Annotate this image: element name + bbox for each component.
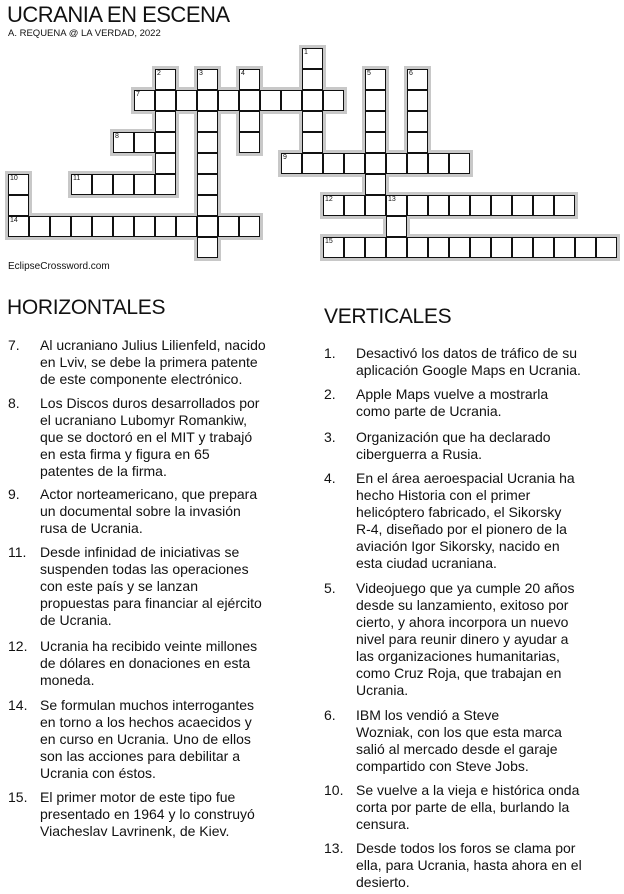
- grid-cell[interactable]: [365, 195, 386, 216]
- clue-item: [8, 337, 308, 388]
- grid-cell[interactable]: [323, 237, 344, 258]
- clue-item: [324, 429, 624, 463]
- grid-cell[interactable]: [302, 153, 323, 174]
- clue-item-text: Actor norteamericano, que prepara un documental sobre la invasión rusa de Ucrania.: [40, 486, 258, 536]
- grid-cell[interactable]: [407, 153, 428, 174]
- grid-cell[interactable]: [134, 216, 155, 237]
- grid-cell[interactable]: [428, 195, 449, 216]
- clue-item-number: 2.: [324, 386, 336, 402]
- clue-item-number: 4.: [324, 470, 336, 486]
- clue-item: [8, 395, 308, 480]
- clue-item: [324, 707, 624, 775]
- clue-item: [324, 386, 624, 420]
- grid-cell[interactable]: [407, 195, 428, 216]
- clue-item-number: 11.: [8, 544, 27, 560]
- grid-cell[interactable]: [575, 237, 596, 258]
- grid-cell[interactable]: [92, 216, 113, 237]
- grid-cell[interactable]: [365, 132, 386, 153]
- grid-cell[interactable]: [302, 111, 323, 132]
- grid-cell[interactable]: [218, 90, 239, 111]
- grid-cell[interactable]: [113, 174, 134, 195]
- grid-cell[interactable]: [365, 69, 386, 90]
- clue-item: [8, 789, 308, 840]
- clue-item-text: Los Discos duros desarrollados por el ucraniano Lubomyr Romankiw, que se doctoró en el MIT y trabajó en esta firma y figura en 65 patentes de la firma.: [40, 395, 260, 479]
- grid-cell[interactable]: [239, 216, 260, 237]
- clue-number: 12: [325, 196, 333, 203]
- clue-item-number: 7.: [8, 337, 20, 353]
- grid-cell[interactable]: [470, 237, 491, 258]
- clue-item: [324, 840, 624, 891]
- grid-cell[interactable]: [197, 174, 218, 195]
- grid-cell[interactable]: [8, 174, 29, 195]
- clue-item-number: 15.: [8, 789, 28, 805]
- clue-item-text: Ucrania ha recibido veinte millones de dólares en donaciones en esta moneda.: [40, 638, 258, 688]
- clue-number: 7: [136, 91, 140, 98]
- grid-cell[interactable]: [281, 90, 302, 111]
- grid-cell[interactable]: [407, 69, 428, 90]
- clue-item-text: Al ucraniano Julius Lilienfeld, nacido en Lviv, se debe la primera patente de este componente electrónico.: [40, 337, 266, 387]
- grid-cell[interactable]: [302, 132, 323, 153]
- grid-cell[interactable]: [176, 90, 197, 111]
- grid-cell[interactable]: [239, 69, 260, 90]
- grid-cell[interactable]: [449, 153, 470, 174]
- grid-cell[interactable]: [449, 195, 470, 216]
- grid-cell[interactable]: [197, 132, 218, 153]
- grid-cell[interactable]: [596, 237, 617, 258]
- grid-cell[interactable]: [365, 237, 386, 258]
- grid-cell[interactable]: [197, 69, 218, 90]
- grid-cell[interactable]: [407, 132, 428, 153]
- crossword-grid: [0, 0, 624, 270]
- clue-item-text: Apple Maps vuelve a mostrarla como parte de Ucrania.: [356, 386, 549, 419]
- grid-cell[interactable]: [407, 90, 428, 111]
- grid-cell[interactable]: [260, 90, 281, 111]
- grid-cell[interactable]: [533, 237, 554, 258]
- grid-cell[interactable]: [71, 216, 92, 237]
- clue-item: [324, 782, 624, 833]
- grid-cell[interactable]: [8, 195, 29, 216]
- clue-number: 11: [73, 175, 81, 182]
- clue-item-text: El primer motor de este tipo fue presentado en 1964 y lo construyó Viacheslav Lavrinenk, de Kiev.: [40, 789, 255, 839]
- grid-cell[interactable]: [365, 174, 386, 195]
- clue-item-number: 8.: [8, 395, 20, 411]
- clue-item-text: En el área aeroespacial Ucrania ha hecho Historia con el primer helicóptero fabricado, el Sikorsky R-4, diseñado por el pionero de la aviación Igor Sikorsky, nacido en esta ciudad ucraniana.: [356, 470, 575, 571]
- clue-item-text: IBM los vendió a Steve Wozniak, con los que esta marca salió al mercado desde el garaje compartido con Steve Jobs.: [356, 707, 562, 774]
- clue-number: 2: [157, 70, 161, 77]
- credit-text: EclipseCrossword.com: [8, 261, 110, 272]
- clue-number: 15: [325, 238, 333, 245]
- grid-cell[interactable]: [470, 195, 491, 216]
- clue-item-text: Se formulan muchos interrogantes en torno a los hechos acaecidos y en curso en Ucrania. Uno de ellos son las acciones para debilitar a Ucrania con éstos.: [40, 697, 254, 781]
- clue-item-text: Organización que ha declarado ciberguerra a Rusia.: [356, 429, 551, 462]
- grid-cell[interactable]: [365, 111, 386, 132]
- grid-cell[interactable]: [554, 237, 575, 258]
- grid-cell[interactable]: [113, 216, 134, 237]
- grid-cell[interactable]: [281, 153, 302, 174]
- grid-cell[interactable]: [323, 90, 344, 111]
- grid-cell[interactable]: [386, 153, 407, 174]
- clue-item: [324, 470, 624, 572]
- clue-item: [324, 345, 624, 379]
- grid-cell[interactable]: [155, 153, 176, 174]
- grid-cell[interactable]: [428, 237, 449, 258]
- grid-cell[interactable]: [218, 216, 239, 237]
- clue-item-number: 1.: [324, 345, 336, 361]
- grid-cell[interactable]: [134, 132, 155, 153]
- grid-cell[interactable]: [491, 195, 512, 216]
- clue-number: 4: [241, 70, 245, 77]
- horizontales-heading: HORIZONTALES: [7, 296, 166, 319]
- grid-cell[interactable]: [92, 174, 113, 195]
- grid-cell[interactable]: [428, 153, 449, 174]
- grid-cell[interactable]: [302, 69, 323, 90]
- grid-cell[interactable]: [197, 195, 218, 216]
- clue-number: 13: [388, 196, 396, 203]
- grid-cell[interactable]: [71, 174, 92, 195]
- grid-cell[interactable]: [176, 216, 197, 237]
- grid-cell[interactable]: [155, 90, 176, 111]
- grid-cell[interactable]: [344, 237, 365, 258]
- puzzle-author: A. REQUENA @ LA VERDAD, 2022: [8, 28, 161, 39]
- grid-cell[interactable]: [365, 153, 386, 174]
- clue-item: [8, 486, 308, 537]
- grid-cell[interactable]: [113, 132, 134, 153]
- clue-number: 3: [199, 70, 203, 77]
- clue-item-number: 13.: [324, 840, 344, 856]
- grid-cell[interactable]: [155, 111, 176, 132]
- clue-item-text: Videojuego que ya cumple 20 años desde su lanzamiento, exitoso por cierto, y ahora incorpora un nuevo nivel para reunir dinero y ayudar a las organizaciones humanitarias, como Cruz Roja, que trabajan en Ucrania.: [356, 580, 575, 698]
- grid-cell[interactable]: [512, 195, 533, 216]
- grid-cell[interactable]: [8, 216, 29, 237]
- grid-cell[interactable]: [323, 195, 344, 216]
- clue-item-text: Desactivó los datos de tráfico de su aplicación Google Maps en Ucrania.: [356, 345, 581, 378]
- grid-cell[interactable]: [239, 132, 260, 153]
- clue-number: 9: [283, 154, 287, 161]
- clue-item: [8, 697, 308, 782]
- grid-cell[interactable]: [365, 90, 386, 111]
- clue-number: 1: [304, 49, 308, 56]
- grid-cell[interactable]: [407, 111, 428, 132]
- puzzle-title: UCRANIA EN ESCENA: [7, 2, 230, 27]
- grid-cell[interactable]: [386, 216, 407, 237]
- clue-item-number: 10.: [324, 782, 344, 798]
- clue-item: [324, 580, 624, 699]
- grid-cell[interactable]: [386, 195, 407, 216]
- grid-cell[interactable]: [155, 132, 176, 153]
- clue-number: 8: [115, 133, 119, 140]
- grid-cell[interactable]: [197, 111, 218, 132]
- grid-cell[interactable]: [50, 216, 71, 237]
- grid-cell[interactable]: [197, 90, 218, 111]
- grid-cell[interactable]: [155, 174, 176, 195]
- grid-cell[interactable]: [512, 237, 533, 258]
- clue-item: [8, 544, 308, 629]
- clue-item-number: 9.: [8, 486, 20, 502]
- grid-cell[interactable]: [155, 69, 176, 90]
- grid-cell[interactable]: [134, 174, 155, 195]
- grid-cell[interactable]: [344, 195, 365, 216]
- grid-cell[interactable]: [554, 195, 575, 216]
- grid-cell[interactable]: [491, 237, 512, 258]
- clue-item-number: 5.: [324, 580, 336, 596]
- clue-item-number: 6.: [324, 707, 336, 723]
- grid-cell[interactable]: [344, 153, 365, 174]
- clue-number: 5: [367, 70, 371, 77]
- clue-number: 10: [10, 175, 18, 182]
- clue-item-text: Desde todos los foros se clama por ella, para Ucrania, hasta ahora en el desierto.: [356, 840, 582, 890]
- grid-cell[interactable]: [155, 216, 176, 237]
- clue-item-text: Desde infinidad de iniciativas se suspenden todas las operaciones con este país y se lanzan propuestas para financiar al ejército de Ucrania.: [40, 544, 262, 628]
- grid-cell[interactable]: [533, 195, 554, 216]
- clue-item-number: 14.: [8, 697, 28, 713]
- verticales-heading: VERTICALES: [324, 305, 452, 328]
- clue-number: 6: [409, 70, 413, 77]
- clue-item: [8, 638, 308, 689]
- clue-item-number: 12.: [8, 638, 28, 654]
- grid-cell[interactable]: [239, 111, 260, 132]
- clue-number: 14: [10, 217, 18, 224]
- grid-cell[interactable]: [302, 48, 323, 69]
- clue-item-number: 3.: [324, 429, 336, 445]
- grid-cell[interactable]: [449, 237, 470, 258]
- grid-cell[interactable]: [407, 237, 428, 258]
- grid-cell[interactable]: [197, 237, 218, 258]
- grid-cell[interactable]: [302, 90, 323, 111]
- grid-cell[interactable]: [386, 237, 407, 258]
- grid-cell[interactable]: [323, 153, 344, 174]
- clue-item-text: Se vuelve a la vieja e histórica onda corta por parte de ella, burlando la censura.: [356, 782, 580, 832]
- grid-cell[interactable]: [197, 153, 218, 174]
- grid-cell[interactable]: [239, 90, 260, 111]
- grid-cell[interactable]: [29, 216, 50, 237]
- grid-cell[interactable]: [134, 90, 155, 111]
- grid-cell[interactable]: [197, 216, 218, 237]
